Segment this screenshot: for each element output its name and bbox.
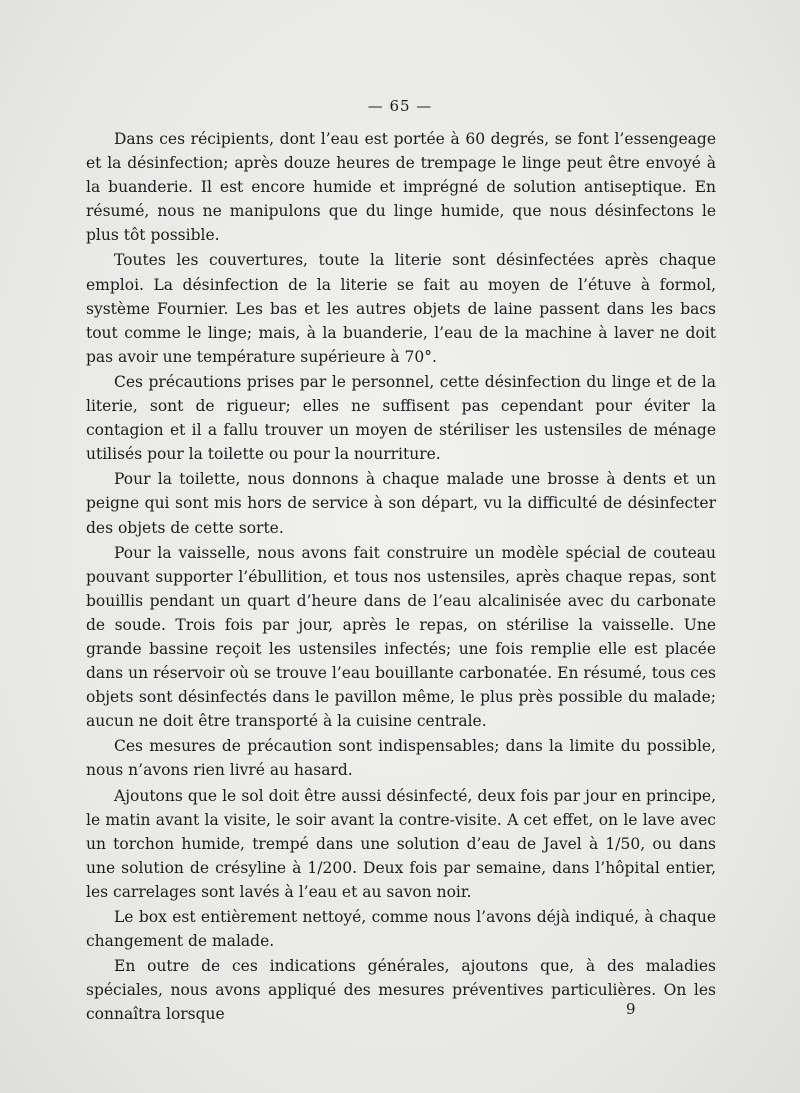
paragraph: Pour la toilette, nous donnons à chaque malade une brosse à dents et un peigne qui sont mis hors de service à son départ, vu la difficulté de désinfecter des objets de cette sorte. (86, 470, 716, 537)
paragraph: Ces précautions prises par le personnel, cette désinfection du linge et de la literie, sont de rigueur; elles ne suffisent pas cependant pour éviter la contagion et il a fallu trouver un moyen de stériliser les ustensiles de ménage utilisés pour la toilette ou pour la nourriture. (86, 372, 716, 464)
paragraph: Le box est entièrement nettoyé, comme nous l’avons déjà indiqué, à chaque changement de malade. (86, 908, 716, 951)
paragraph: En outre de ces indications générales, ajoutons que, à des maladies spéciales, nous avons appliqué des mesures préventives particulières. On les connaîtra lorsque (86, 957, 716, 1024)
paragraph: Pour la vaisselle, nous avons fait construire un modèle spécial de couteau pouvant supporter l’ébullition, et tous nos ustensiles, après chaque repas, sont bouillis pendant un quart d’heure dans de l’eau alcalinisée avec du carbonate de soude. Trois fois par jour, après le repas, on stérilise la vaisselle. Une grande bassine reçoit les ustensiles infectés; une fois remplie elle est placée dans un réservoir où se trouve l’eau bouillante carbonatée. En résumé, tous ces objets sont désinfectés dans le pavillon même, le plus près possible du malade; aucun ne doit être transporté à la cuisine centrale. (86, 543, 716, 731)
body-text (86, 127, 716, 1027)
signature-mark: 9 (626, 1000, 636, 1018)
paragraph: Dans ces récipients, dont l’eau est portée à 60 degrés, se font l’essengeage et la désinfection; après douze heures de trempage le linge peut être envoyé à la buanderie. Il est encore humide et imprégné de solution antiseptique. En résumé, nous ne manipulons que du linge humide, que nous désinfectons le plus tôt possible. (86, 130, 716, 245)
paragraph: Toutes les couvertures, toute la literie sont désinfectées après chaque emploi. La désinfection de la literie se fait au moyen de l’étuve à formol, système Fournier. Les bas et les autres objets de laine passent dans les bacs tout comme le linge; mais, à la buanderie, l’eau de la machine à laver ne doit pas avoir une température supérieure à 70°. (86, 251, 716, 366)
paragraph: Ajoutons que le sol doit être aussi désinfecté, deux fois par jour en principe, le matin avant la visite, le soir avant la contre-visite. A cet effet, on le lave avec un torchon humide, trempé dans une solution d’eau de Javel à 1/50, ou dans une solution de crésyline à 1/200. Deux fois par semaine, dans l’hôpital entier, les carrelages sont lavés à l’eau et au savon noir. (86, 786, 716, 901)
paragraph: Ces mesures de précaution sont indispensables; dans la limite du possible, nous n’avons rien livré au hasard. (86, 737, 716, 780)
page-number: — 65 — (367, 97, 433, 115)
